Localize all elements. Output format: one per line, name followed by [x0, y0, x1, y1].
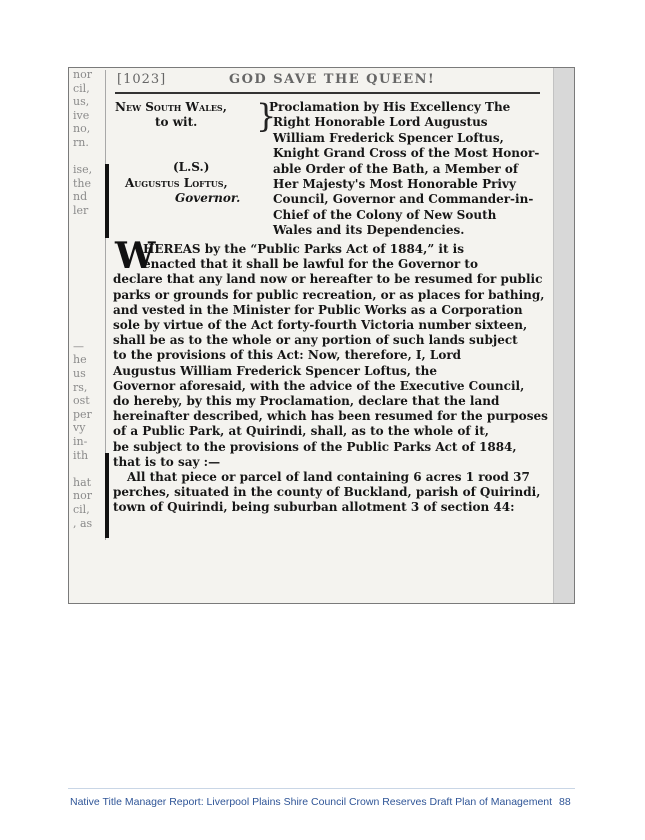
body-line: be subject to the provisions of the Public Parks Act of 1884,	[113, 439, 517, 454]
margin-fragment: he	[73, 353, 87, 367]
gazette-page-ref: [1023]	[117, 72, 167, 87]
margin-fragment	[73, 258, 97, 272]
margin-fragment	[73, 218, 97, 232]
margin-fragment: us,	[73, 95, 90, 109]
proclamation-title-line: Right Honorable Lord Augustus	[273, 115, 488, 130]
proclamation-block	[115, 97, 547, 240]
margin-fragment: us	[73, 367, 86, 381]
margin-fragment: nd	[73, 190, 88, 204]
margin-bar	[105, 453, 109, 538]
body-line: do hereby, by this my Proclamation, declare that the land	[113, 394, 500, 409]
margin-fragment: ive	[73, 108, 90, 122]
footer-report-title: Native Title Manager Report: Liverpool Plains Shire Council Crown Reserves Draft Plan of Management	[70, 796, 553, 808]
state-name: New South Wales,	[115, 100, 227, 114]
body-line: parks or grounds for public recreation, or as places for bathing,	[113, 287, 545, 302]
footer-page-number: 88	[559, 796, 571, 808]
footer-rule	[68, 788, 575, 789]
proclamation-body	[113, 235, 553, 522]
body-line: and vested in the Minister for Public Works as a Corporation	[113, 302, 523, 317]
body-line: hereinafter described, which has been resumed for the purposes	[113, 409, 548, 424]
body-line: Augustus William Frederick Spencer Loftus, the	[113, 363, 437, 378]
proclamation-title-line: Her Majesty's Most Honorable Privy	[273, 177, 516, 192]
brace-icon: }	[256, 97, 277, 135]
proclamation-title-line: Council, Governor and Commander-in-	[273, 192, 534, 207]
margin-fragment: rs,	[73, 380, 88, 394]
land-description-line: All that piece or parcel of land containing 6 acres 1 rood 37	[127, 470, 530, 485]
margin-text-fragments	[73, 68, 97, 603]
body-line: Governor aforesaid, with the advice of the Executive Council,	[113, 378, 525, 393]
land-description-line: town of Quirindi, being suburban allotment 3 of section 44:	[113, 500, 515, 515]
margin-fragment: ler	[73, 203, 89, 217]
margin-fragment	[73, 286, 97, 300]
margin-fragment	[73, 272, 97, 286]
body-line: to the provisions of this Act: Now, therefore, I, Lord	[113, 348, 462, 363]
body-line: shall be as to the whole or any portion of such lands subject	[113, 333, 518, 348]
margin-fragment	[73, 299, 97, 313]
to-wit: to wit.	[155, 115, 198, 129]
body-line: enacted that it shall be lawful for the Governor to	[143, 257, 478, 272]
margin-fragment: no,	[73, 122, 91, 136]
margin-fragment: , as	[73, 516, 93, 530]
land-description	[113, 470, 553, 516]
margin-fragment	[73, 231, 97, 245]
margin-fragment	[73, 462, 97, 476]
scanned-document-frame	[68, 67, 575, 604]
margin-fragment: in-	[73, 435, 88, 449]
margin-fragment: —	[73, 339, 84, 353]
land-description-line: perches, situated in the county of Buckland, parish of Quirindi,	[113, 485, 541, 500]
margin-fragment: the	[73, 176, 92, 190]
body-line: that is to say :—	[113, 454, 221, 469]
margin-fragment: vy	[73, 421, 86, 435]
proclamation-title-line: William Frederick Spencer Loftus,	[273, 130, 504, 145]
body-line: of a Public Park, at Quirindi, shall, as to the whole of it,	[113, 424, 489, 439]
margin-fragment: ise,	[73, 163, 93, 177]
gazette-scan	[69, 68, 574, 603]
proclamation-left	[115, 97, 277, 240]
margin-fragment: cil,	[73, 81, 90, 95]
proclamation-title-line: Wales and its Dependencies.	[273, 223, 465, 238]
governor-title: Governor.	[175, 191, 241, 205]
header-rule	[115, 92, 540, 94]
proclamation-title	[269, 100, 547, 240]
margin-fragment	[73, 313, 97, 327]
gazette-header	[117, 72, 537, 92]
seal-mark: (L.S.)	[173, 160, 210, 174]
proclamation-title-line: able Order of the Bath, a Member of	[273, 161, 519, 176]
gazette-header-title: GOD SAVE THE QUEEN!	[229, 72, 436, 87]
margin-fragment: per	[73, 407, 92, 421]
margin-fragment: nor	[73, 489, 92, 503]
proclamation-title-line: Proclamation by His Excellency The	[269, 100, 511, 114]
proclamation-title-line: Chief of the Colony of New South	[273, 207, 497, 222]
proclamation-title-line: Knight Grand Cross of the Most Honor-	[273, 146, 540, 161]
body-lines	[113, 272, 553, 470]
margin-fragment	[73, 245, 97, 259]
margin-fragment: nor	[73, 68, 92, 81]
scan-edge	[553, 68, 574, 603]
body-line: declare that any land now or hereafter to be resumed for public	[113, 272, 543, 287]
drop-cap: W	[115, 235, 156, 277]
margin-fragment: cil,	[73, 503, 90, 516]
body-line: sole by virtue of the Act forty-fourth Victoria number sixteen,	[113, 318, 528, 333]
margin-fragment	[73, 150, 97, 164]
margin-fragment: ith	[73, 448, 89, 462]
margin-bar	[105, 164, 109, 238]
margin-fragment: rn.	[73, 135, 89, 149]
body-line: HEREAS by the “Public Parks Act of 1884,” it is	[143, 242, 464, 256]
margin-fragment: ost	[73, 394, 90, 408]
governor-name: Augustus Loftus,	[125, 176, 228, 190]
margin-fragment: hat	[73, 475, 92, 489]
margin-fragment	[73, 326, 97, 340]
